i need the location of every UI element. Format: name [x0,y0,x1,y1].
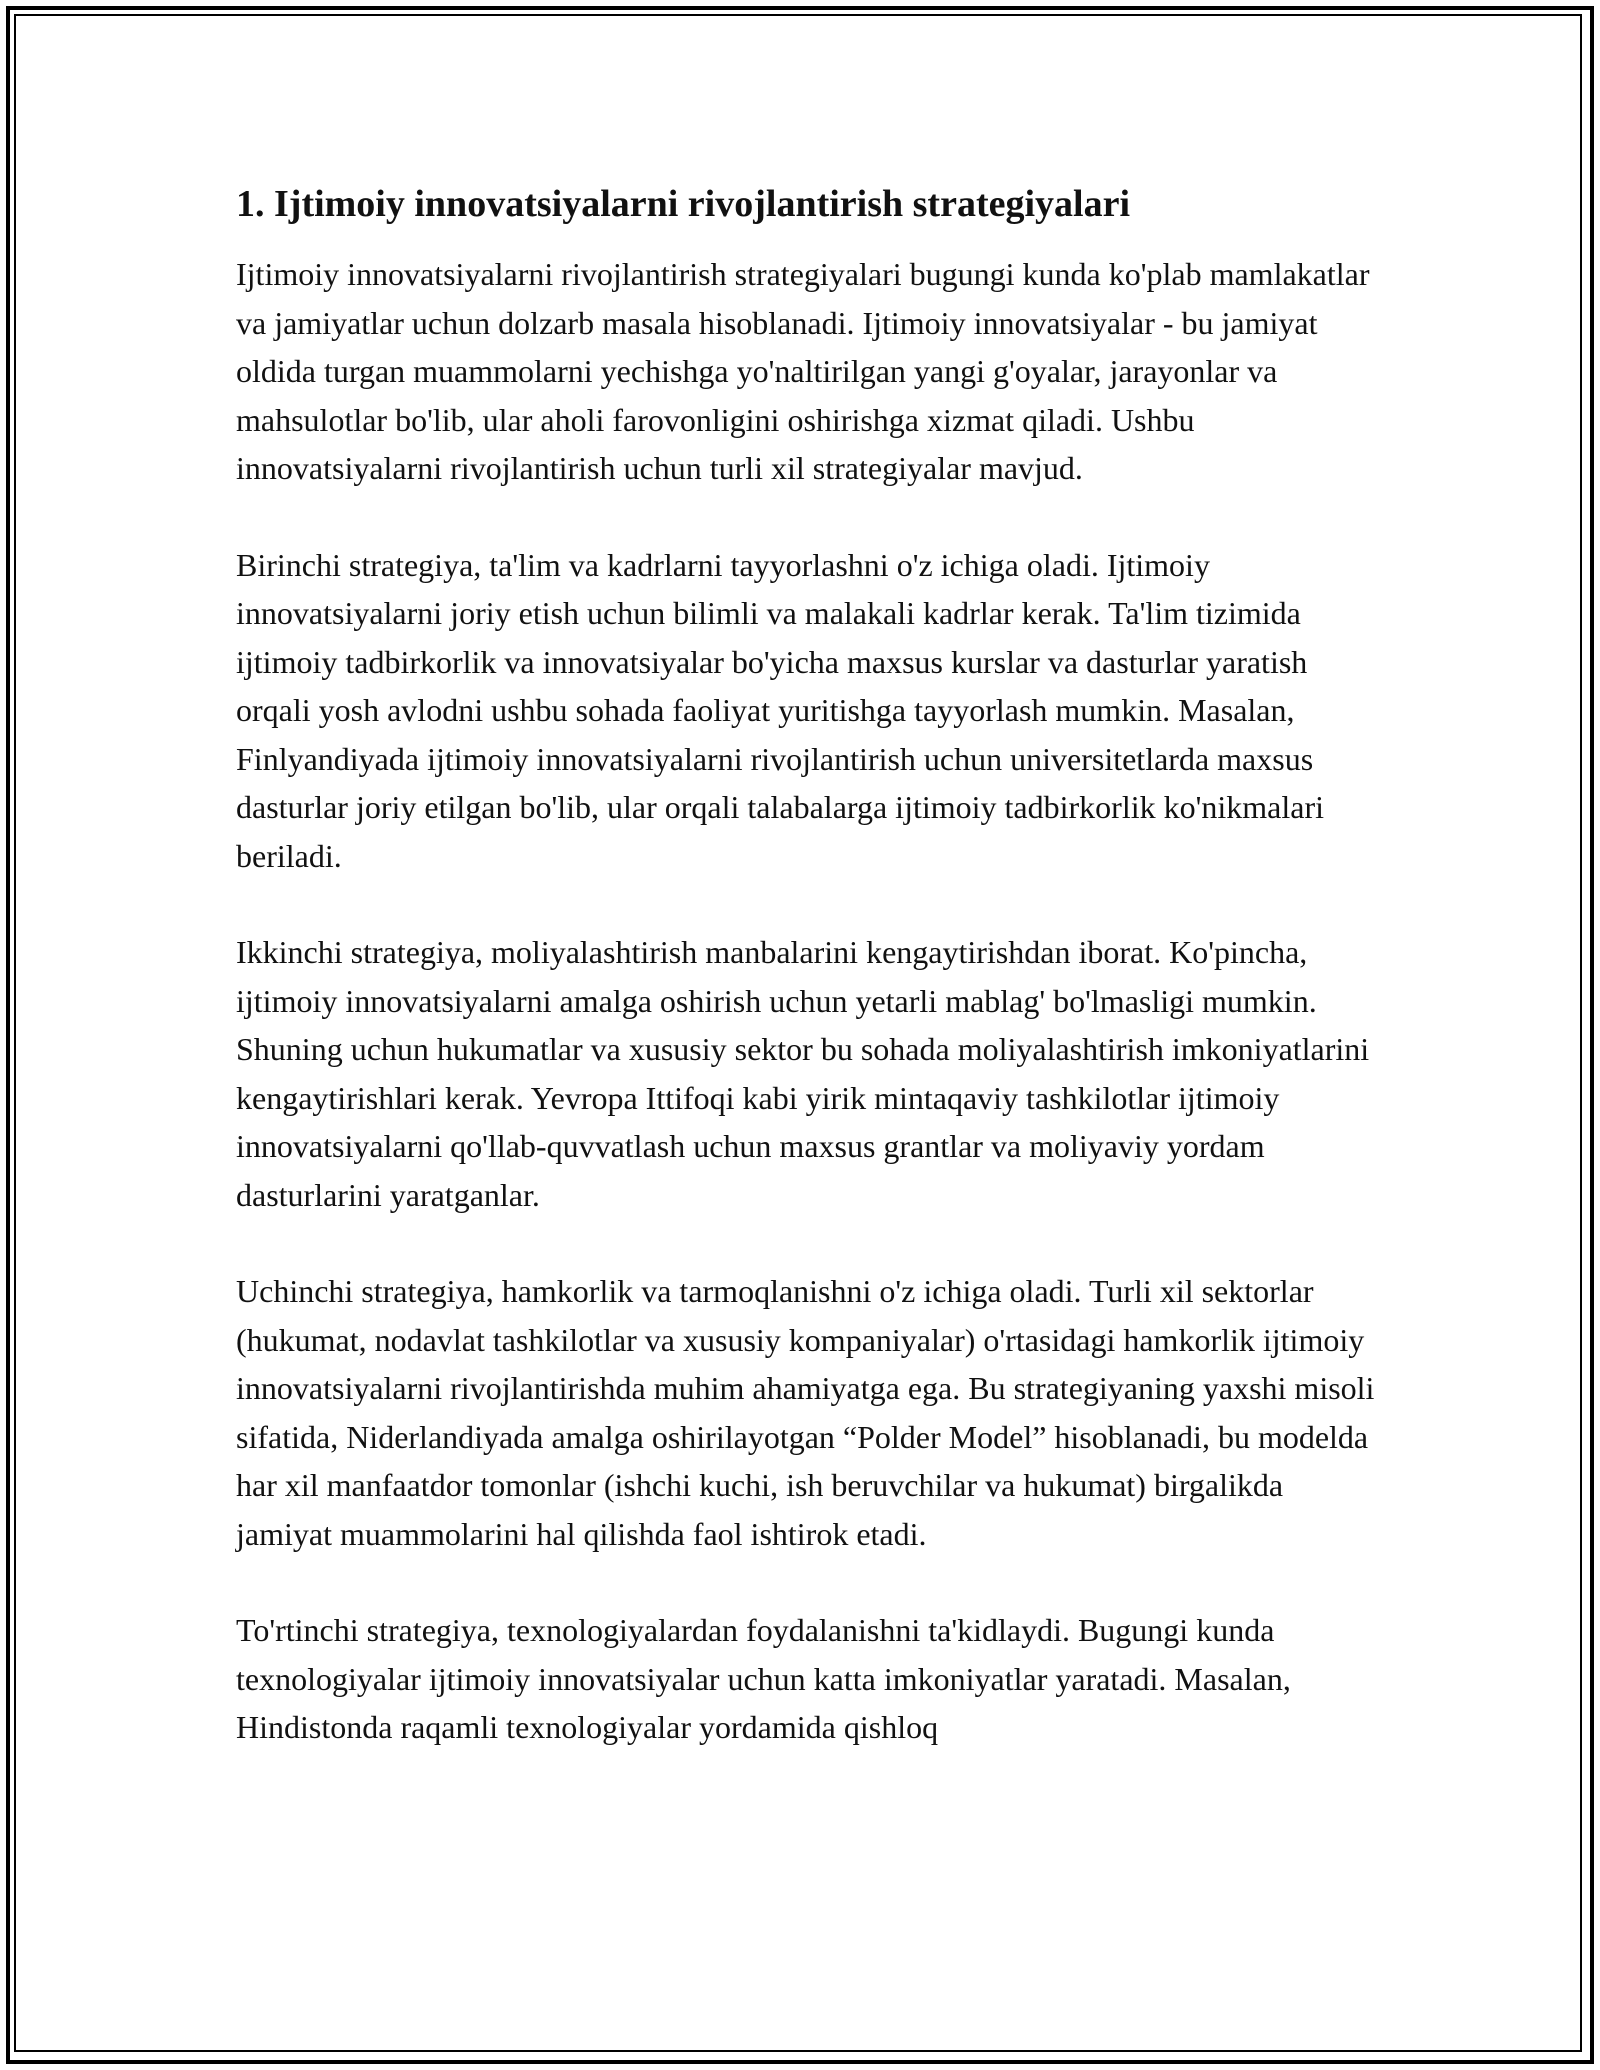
paragraph-fourth-strategy: To'rtinchi strategiya, texnologiyalardan foydalanishni ta'kidlaydi. Bugungi kunda texnologiyalar ijtimoiy innovatsiyalar uchun katta imkoniyatlar yaratadi. Masalan, Hindistonda raqamli texnologiyalar yordamida qishloq [236,1612,1291,1745]
paragraph-second-strategy: Ikkinchi strategiya, moliyalashtirish manbalarini kengaytirishdan iborat. Ko'pincha, ijtimoiy innovatsiyalarni amalga oshirish uchun yetarli mablag' bo'lmasligi mumkin. Shuning uchun hukumatlar va xususiy sektor bu sohada moliyalashtirish imkoniyatlarini kengaytirishlari kerak. Yevropa Ittifoqi kabi yirik mintaqaviy tashkilotlar ijtimoiy innovatsiyalarni qo'llab-quvvatlash uchun maxsus grantlar va moliyaviy yordam dasturlarini yaratganlar. [236,934,1370,1213]
paragraph-third-strategy: Uchinchi strategiya, hamkorlik va tarmoqlanishni o'z ichiga oladi. Turli xil sektorlar (hukumat, nodavlat tashkilotlar va xususiy kompaniyalar) o'rtasidagi hamkorlik ijtimoiy innovatsiyalarni rivojlantirishda muhim ahamiyatga ega. Bu strategiyaning yaxshi misoli sifatida, Niderlandiyada amalga oshirilayotgan “Polder Model” hisoblanadi, bu modelda har xil manfaatdor tomonlar (ishchi kuchi, ish beruvchilar va hukumat) birgalikda jamiyat muammolarini hal qilishda faol ishtirok etadi. [236,1273,1375,1552]
paragraph-intro: Ijtimoiy innovatsiyalarni rivojlantirish strategiyalari bugungi kunda ko'plab mamlakatlar va jamiyatlar uchun dolzarb masala hisoblanadi. Ijtimoiy innovatsiyalar - bu jamiyat oldida turgan muammolarni yechishga yo'naltirilgan yangi g'oyalar, jarayonlar va mahsulotlar bo'lib, ular aholi farovonligini oshirishga xizmat qiladi. Ushbu innovatsiyalarni rivojlantirish uchun turli xil strategiyalar mavjud. [236,256,1370,486]
section-heading: 1. Ijtimoiy innovatsiyalarni rivojlantirish strategiyalari [236,183,1131,225]
document-body [236,180,1386,1752]
paragraph-first-strategy: Birinchi strategiya, ta'lim va kadrlarni tayyorlashni o'z ichiga oladi. Ijtimoiy innovatsiyalarni joriy etish uchun bilimli va malakali kadrlar kerak. Ta'lim tizimida ijtimoiy tadbirkorlik va innovatsiyalar bo'yicha maxsus kurslar va dasturlar yaratish orqali yosh avlodni ushbu sohada faoliyat yuritishga tayyorlash mumkin. Masalan, Finlyandiyada ijtimoiy innovatsiyalarni rivojlantirish uchun universitetlarda maxsus dasturlar joriy etilgan bo'lib, ular orqali talabalarga ijtimoiy tadbirkorlik ko'nikmalari beriladi. [236,546,1324,874]
